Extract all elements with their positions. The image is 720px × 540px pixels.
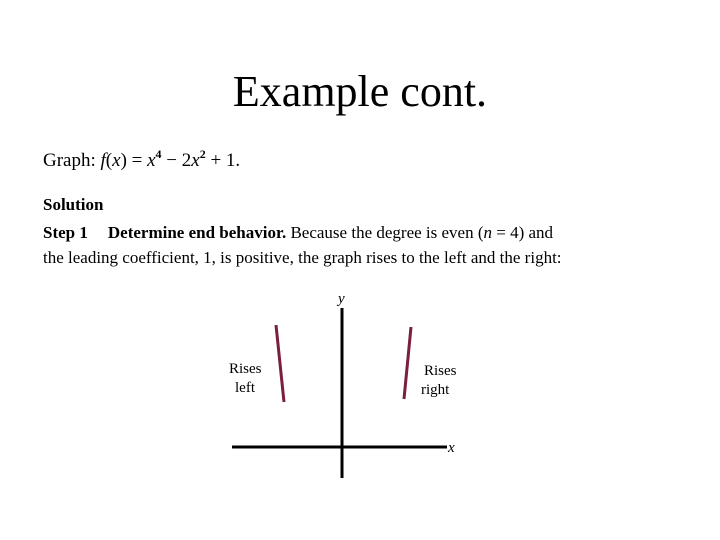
term2-exponent: 2 (199, 147, 206, 161)
function-name: f (100, 150, 106, 171)
step-label: Step 1 (43, 223, 88, 242)
degree-value: = 4) and (492, 223, 554, 242)
solution-label: Solution (43, 195, 104, 214)
rises-left-label-line2: left (235, 380, 255, 396)
degree-variable: n (483, 223, 492, 242)
rises-right-label-line1: Rises (424, 363, 457, 379)
slide-title: Example cont. (232, 67, 488, 116)
left-paren: ( (105, 150, 113, 171)
graph-prefix: Graph: (43, 150, 101, 171)
equals-sign: = (126, 150, 148, 171)
rises-right-label-line2: right (421, 382, 450, 398)
minus-coefficient: − 2 (161, 150, 192, 171)
step-continuation: the leading coefficient, 1, is positive, the graph rises to the left and the right: (43, 248, 562, 267)
term1-exponent: 4 (155, 147, 162, 161)
constant-term: + 1. (205, 150, 241, 171)
rises-left-arrow (276, 325, 284, 402)
step-heading: Determine end behavior. (107, 223, 287, 242)
rises-left-label-line1: Rises (229, 361, 262, 377)
function-variable: x (112, 150, 121, 171)
term1-base: x (147, 150, 156, 171)
x-axis-label: x (448, 440, 455, 456)
step-text: Because the degree is even ( (286, 223, 484, 242)
right-paren: ) (120, 150, 127, 171)
y-axis-label: y (338, 291, 345, 307)
term2-base: x (191, 150, 200, 171)
rises-right-arrow (404, 327, 411, 399)
